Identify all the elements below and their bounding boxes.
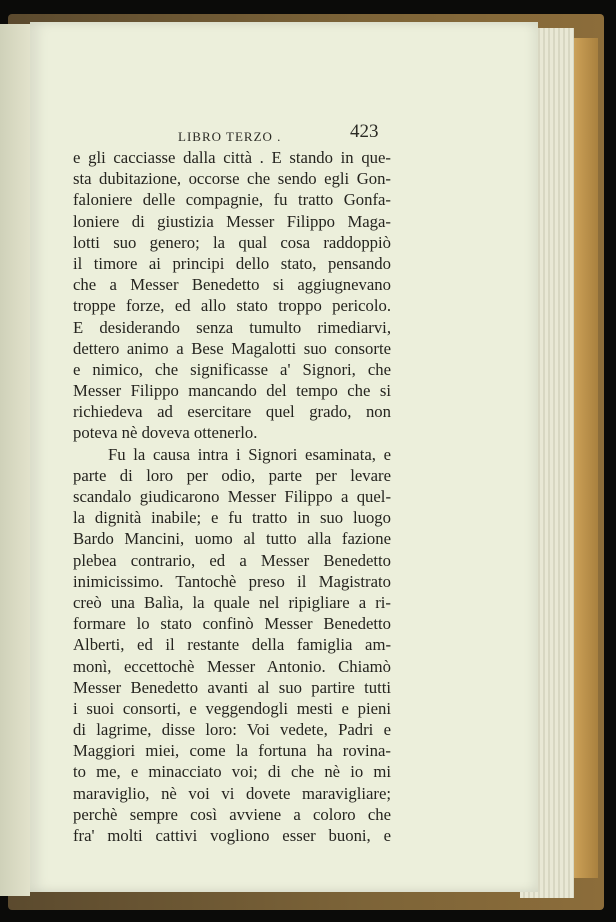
- text-line: richiedeva ad esercitare quel grado, non: [73, 402, 391, 422]
- text-line: poteva nè doveva ottenerlo.: [73, 423, 258, 443]
- text-line: faloniere delle compagnie, fu tratto Gonfa-: [73, 190, 391, 210]
- text-line: troppe forze, ed allo stato troppo pericolo.: [73, 296, 391, 316]
- text-line: maraviglio, nè voi vi dovete maravigliare;: [73, 783, 391, 803]
- facing-page-edge: [0, 24, 30, 896]
- text-line: to me, e minacciato voi; di che nè io mi: [73, 762, 391, 782]
- text-line: e gli cacciasse dalla città . E stando in que-: [73, 148, 391, 167]
- text-line: inimicissimo. Tantochè preso il Magistrato: [73, 571, 391, 591]
- page-number: 423: [350, 121, 379, 142]
- text-line: il timore ai principi dello stato, pensando: [73, 253, 391, 273]
- text-line: Messer Filippo mancando del tempo che si: [73, 381, 391, 401]
- text-line: Alberti, ed il restante della famiglia am-: [73, 635, 391, 655]
- running-head: LIBRO TERZO .: [178, 129, 282, 144]
- text-line: dettero animo a Bese Magalotti suo consorte: [73, 338, 391, 358]
- text-line: sta dubitazione, occorse che sendo egli Gon-: [73, 169, 391, 189]
- text-line: la dignità inabile; e fu tratto in suo luogo: [73, 508, 391, 528]
- body-text: [73, 147, 391, 846]
- text-line: perchè sempre così avviene a coloro che: [73, 804, 391, 824]
- text-line: e nimico, che significasse a' Signori, che: [73, 359, 391, 379]
- text-line: Maggiori miei, come la fortuna ha rovina-: [73, 741, 391, 761]
- text-line: di lagrime, disse loro: Voi vedete, Padri e: [73, 720, 391, 740]
- text-line: formare lo stato confinò Messer Benedetto: [73, 614, 391, 634]
- text-line: lotti suo genero; la qual cosa raddoppiò: [73, 232, 391, 252]
- text-line: creò una Balìa, la quale nel ripigliare a ri-: [73, 592, 391, 612]
- text-line: che a Messer Benedetto si aggiugnevano: [73, 275, 391, 295]
- text-line: monì, eccettochè Messer Antonio. Chiamò: [73, 656, 391, 676]
- text-line: fra' molti cattivi vogliono esser buoni, e: [73, 826, 391, 845]
- text-line: loniere di giustizia Messer Filippo Maga-: [73, 211, 391, 231]
- text-line: Messer Benedetto avanti al suo partire tutti: [73, 677, 391, 697]
- text-line: i suoi consorti, e veggendogli mesti e pieni: [73, 698, 391, 718]
- text-line: plebea contrario, ed a Messer Benedetto: [73, 550, 391, 570]
- text-line: scandalo giudicarono Messer Filippo a quel-: [73, 487, 391, 506]
- text-line: Bardo Mancini, uomo al tutto alla fazione: [73, 529, 391, 549]
- text-line: Fu la causa intra i Signori esaminata, e: [108, 444, 391, 464]
- text-line: E desiderando senza tumulto rimediarvi,: [73, 317, 391, 337]
- text-line: parte di loro per odio, parte per levare: [73, 465, 391, 485]
